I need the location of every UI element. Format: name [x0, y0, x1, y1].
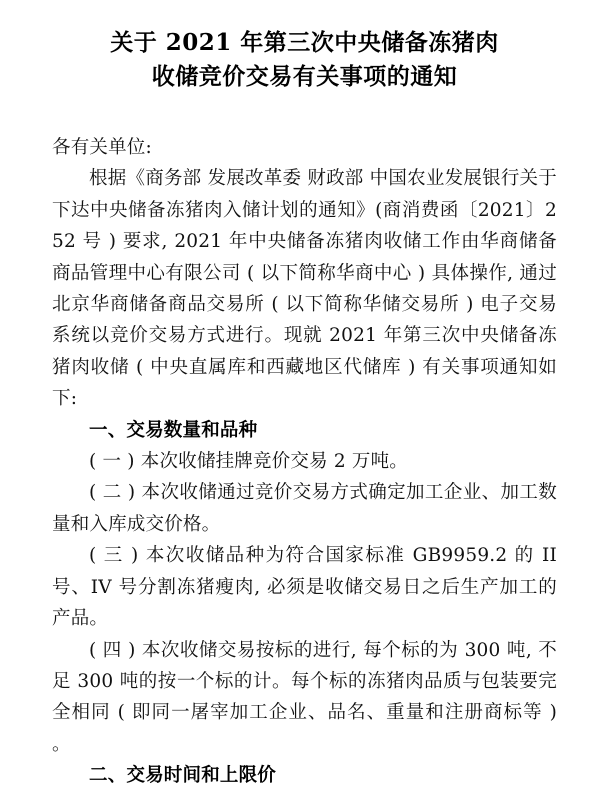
section-heading-two: 二、交易时间和上限价	[89, 765, 277, 787]
document-title	[0, 0, 609, 94]
section-one-item-4: ( 四 ) 本次收储交易按标的进行, 每个标的为 300 吨, 不足 300 吨的按一个标的计。每个标的冻猪肉品质与包装要完全相同 ( 即同一屠宰加工企业、品名、重量和注册商标等 ) 。	[52, 639, 557, 755]
document-body	[52, 132, 557, 792]
salutation: 各有关单位:	[52, 137, 152, 158]
document-title-line-2: 收储竞价交易有关事项的通知	[151, 63, 458, 90]
section-one-item-1: ( 一 ) 本次收储挂牌竞价交易 2 万吨。	[89, 451, 409, 473]
section-one-item-2: ( 二 ) 本次收储通过竞价交易方式确定加工企业、加工数量和入库成交价格。	[52, 482, 557, 535]
section-one-item-3: ( 三 ) 本次收储品种为符合国家标准 GB9959.2 的 II 号、IV 号分割冻猪瘦肉, 必须是收储交易日之后生产加工的产品。	[52, 545, 557, 630]
document-title-line-1: 关于 2021 年第三次中央储备冻猪肉	[110, 29, 499, 56]
section-heading-one: 一、交易数量和品种	[89, 419, 258, 441]
preamble-paragraph: 根据《商务部 发展改革委 财政部 中国农业发展银行关于下达中央储备冻猪肉入储计划的通知》(商消费函〔2021〕252 号 ) 要求, 2021 年中央储备冻猪肉收储工作由华商储备商品管理中心有限公司 ( 以下简称华商中心 ) 具体操作, 通过北京华商储备商品交易所 ( 以下简称华储交易所 ) 电子交易系统以竞价交易方式进行。现就 2021 年第三次中央储备冻猪肉收储 ( 中央直属库和西藏地区代储库 ) 有关事项通知如下:	[52, 168, 557, 410]
